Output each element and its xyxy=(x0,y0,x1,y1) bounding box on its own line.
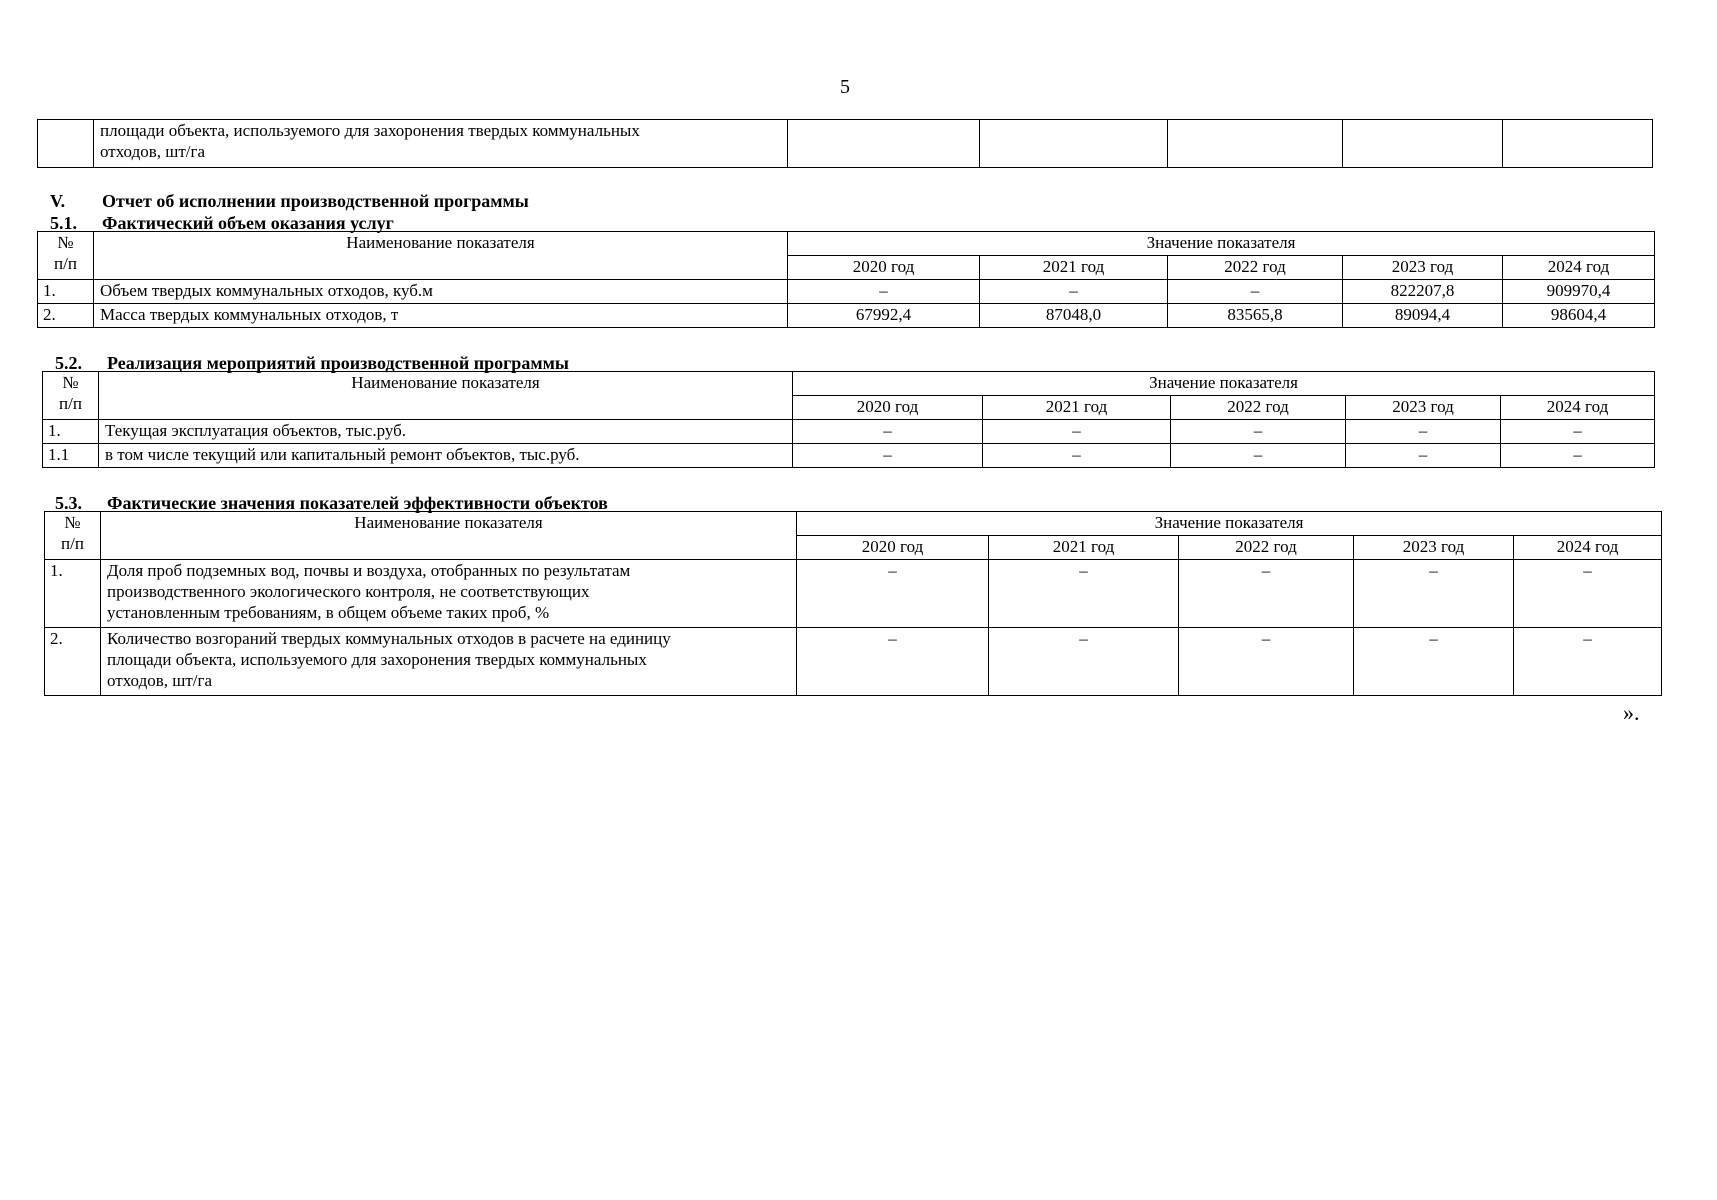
section-title: Фактические значения показателей эффективности объектов xyxy=(107,493,608,513)
header-year: 2023 год xyxy=(1343,256,1503,280)
header-year: 2024 год xyxy=(1503,256,1655,280)
row-name: Объем твердых коммунальных отходов, куб.м xyxy=(94,280,788,304)
header-value: Значение показателя xyxy=(797,512,1662,536)
header-year: 2023 год xyxy=(1354,536,1514,560)
page-number: 5 xyxy=(840,76,850,98)
row-value: – xyxy=(1171,420,1346,444)
row-no: 1. xyxy=(45,560,101,628)
cell-text-line: Количество возгораний твердых коммунальных отходов в расчете на единицу xyxy=(107,629,671,648)
row-value: – xyxy=(1514,628,1662,696)
table-row xyxy=(38,304,1655,328)
section-v-heading xyxy=(50,191,529,212)
cell-text-line: Доля проб подземных вод, почвы и воздуха, отобранных по результатам xyxy=(107,561,631,580)
section-number: 5.3. xyxy=(55,493,82,513)
cell-text-line: производственного экологического контроля, не соответствующих xyxy=(107,582,590,601)
table-cell xyxy=(1343,120,1503,168)
header-year: 2022 год xyxy=(1168,256,1343,280)
header-no: № п/п xyxy=(43,372,99,420)
table-5-1 xyxy=(37,231,1655,328)
row-value: – xyxy=(1179,628,1354,696)
row-value: 909970,4 xyxy=(1503,280,1655,304)
row-name xyxy=(101,628,797,696)
section-title: Отчет об исполнении производственной программы xyxy=(102,191,529,211)
header-year: 2024 год xyxy=(1514,536,1662,560)
row-value: – xyxy=(797,628,989,696)
section-number: V. xyxy=(50,191,66,211)
table-5-3 xyxy=(44,511,1662,696)
row-no: 2. xyxy=(45,628,101,696)
cell-text-line: площади объекта, используемого для захоронения твердых коммунальных xyxy=(100,121,640,140)
row-value: – xyxy=(989,628,1179,696)
table-5-2 xyxy=(42,371,1655,468)
header-year: 2023 год xyxy=(1346,396,1501,420)
table-row xyxy=(38,280,1655,304)
row-value: – xyxy=(1346,420,1501,444)
section-number: 5.2. xyxy=(55,353,82,373)
header-no: № п/п xyxy=(45,512,101,560)
header-year: 2022 год xyxy=(1171,396,1346,420)
row-value: – xyxy=(1354,560,1514,628)
row-no: 1. xyxy=(38,280,94,304)
header-value: Значение показателя xyxy=(788,232,1655,256)
header-name: Наименование показателя xyxy=(94,232,788,280)
table-cell xyxy=(1503,120,1653,168)
header-year: 2024 год xyxy=(1501,396,1655,420)
header-no: № п/п xyxy=(38,232,94,280)
table-cell xyxy=(38,120,94,168)
row-name: Текущая эксплуатация объектов, тыс.руб. xyxy=(99,420,793,444)
row-no: 1. xyxy=(43,420,99,444)
row-value: 83565,8 xyxy=(1168,304,1343,328)
row-value: – xyxy=(983,420,1171,444)
table-cell xyxy=(94,120,788,168)
row-no: 1.1 xyxy=(43,444,99,468)
header-value: Значение показателя xyxy=(793,372,1655,396)
continuation-table xyxy=(37,119,1653,168)
table-cell xyxy=(1168,120,1343,168)
row-value: – xyxy=(793,420,983,444)
cell-text-line: площади объекта, используемого для захоронения твердых коммунальных xyxy=(107,650,647,669)
row-value: – xyxy=(1354,628,1514,696)
table-cell xyxy=(788,120,980,168)
row-name xyxy=(101,560,797,628)
header-year: 2020 год xyxy=(788,256,980,280)
row-value: – xyxy=(1514,560,1662,628)
header-name: Наименование показателя xyxy=(99,372,793,420)
table-row xyxy=(43,420,1655,444)
row-name: в том числе текущий или капитальный ремонт объектов, тыс.руб. xyxy=(99,444,793,468)
section-number: 5.1. xyxy=(50,213,77,233)
header-year: 2021 год xyxy=(989,536,1179,560)
table-row xyxy=(45,628,1662,696)
row-value: – xyxy=(1179,560,1354,628)
cell-text-line: отходов, шт/га xyxy=(100,142,206,161)
row-name: Масса твердых коммунальных отходов, т xyxy=(94,304,788,328)
section-title: Реализация мероприятий производственной программы xyxy=(107,353,569,373)
row-value: – xyxy=(1501,420,1655,444)
header-year: 2020 год xyxy=(793,396,983,420)
table-row xyxy=(43,444,1655,468)
row-no: 2. xyxy=(38,304,94,328)
row-value: 89094,4 xyxy=(1343,304,1503,328)
row-value: – xyxy=(797,560,989,628)
row-value: – xyxy=(793,444,983,468)
row-value: – xyxy=(1346,444,1501,468)
table-cell xyxy=(980,120,1168,168)
row-value: – xyxy=(980,280,1168,304)
cell-text-line: установленным требованиям, в общем объеме таких проб, % xyxy=(107,603,550,622)
row-value: 67992,4 xyxy=(788,304,980,328)
row-value: – xyxy=(788,280,980,304)
header-name: Наименование показателя xyxy=(101,512,797,560)
row-value: 98604,4 xyxy=(1503,304,1655,328)
header-year: 2021 год xyxy=(980,256,1168,280)
table-row xyxy=(45,560,1662,628)
row-value: – xyxy=(1171,444,1346,468)
header-year: 2022 год xyxy=(1179,536,1354,560)
row-value: – xyxy=(983,444,1171,468)
cell-text-line: отходов, шт/га xyxy=(107,671,213,690)
row-value: – xyxy=(1168,280,1343,304)
closing-quote-mark: ». xyxy=(1623,700,1640,725)
row-value: 87048,0 xyxy=(980,304,1168,328)
row-value: – xyxy=(1501,444,1655,468)
row-value: 822207,8 xyxy=(1343,280,1503,304)
header-year: 2021 год xyxy=(983,396,1171,420)
header-year: 2020 год xyxy=(797,536,989,560)
row-value: – xyxy=(989,560,1179,628)
section-title: Фактический объем оказания услуг xyxy=(102,213,394,233)
